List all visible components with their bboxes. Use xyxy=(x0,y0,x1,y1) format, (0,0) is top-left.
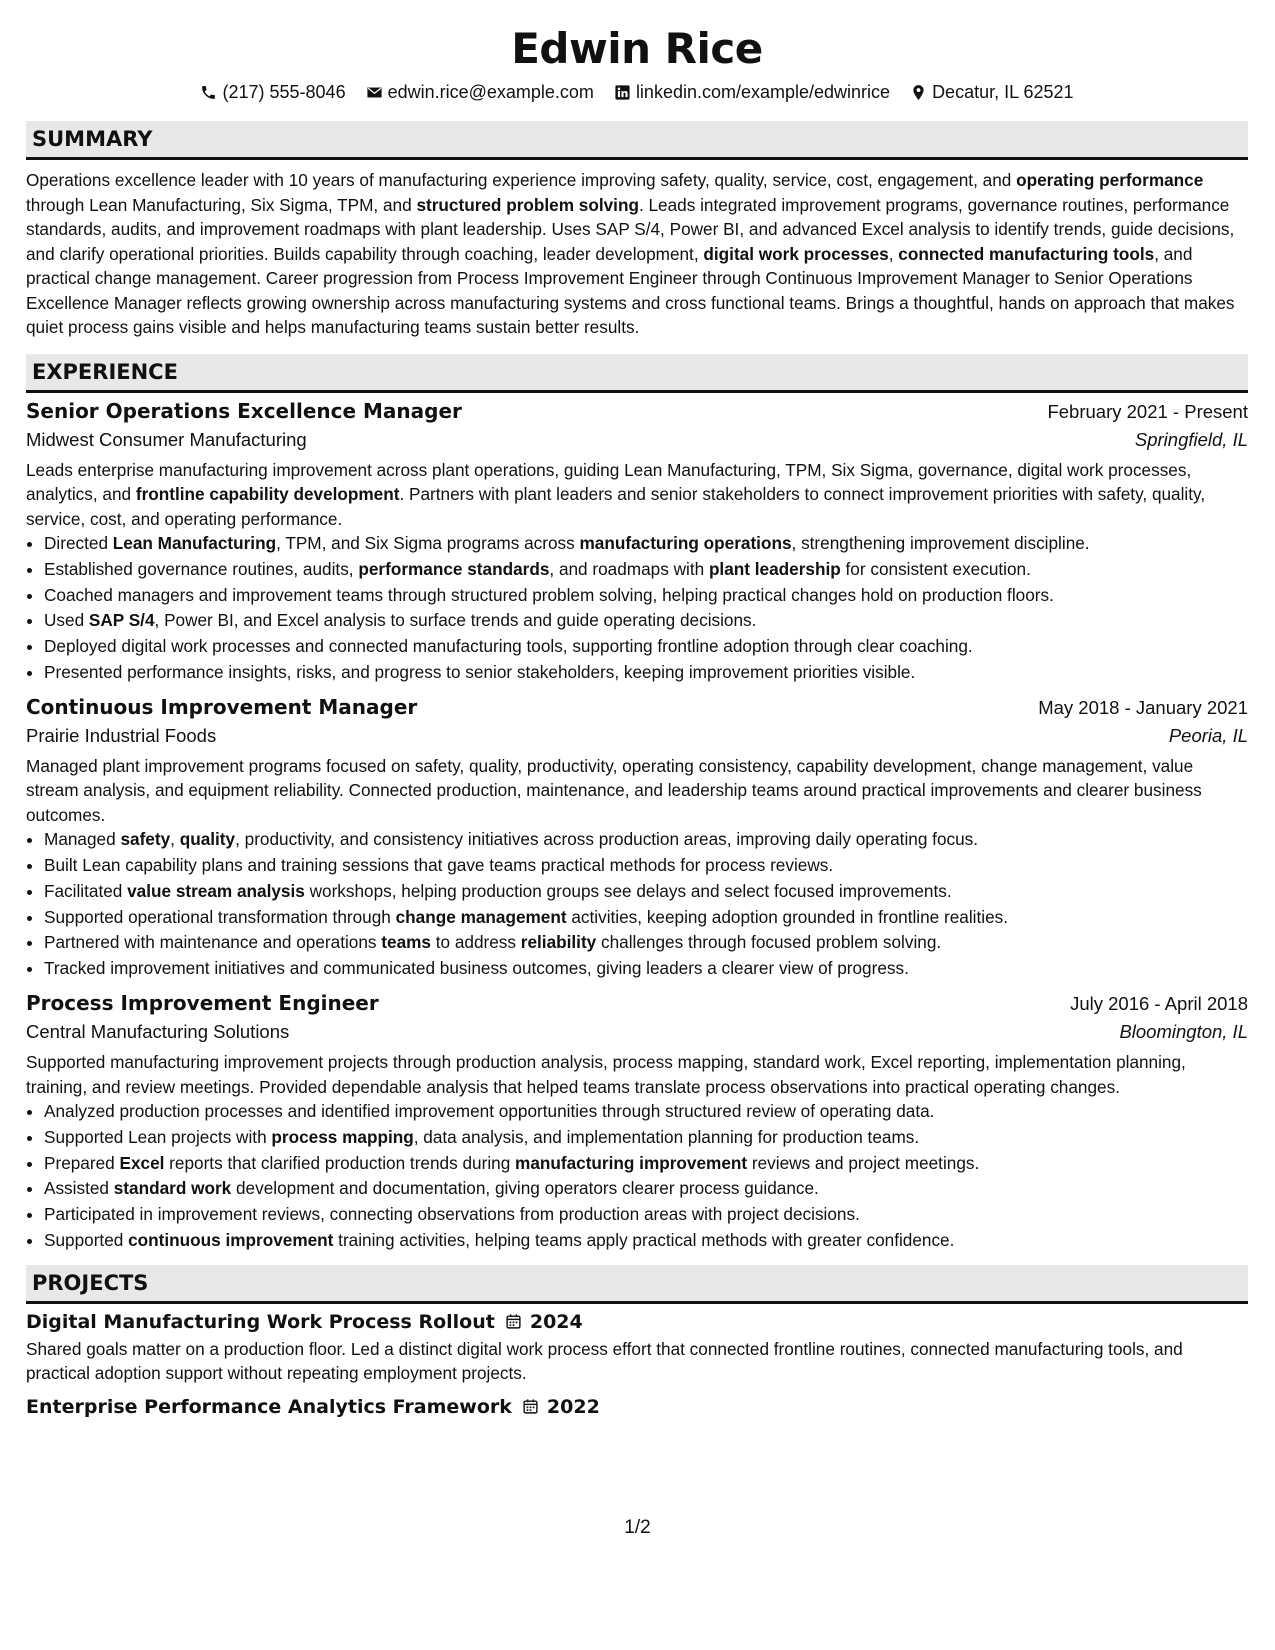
job-dates: July 2016 - April 2018 xyxy=(1070,993,1248,1015)
job-company: Prairie Industrial Foods xyxy=(26,724,217,746)
bullet-item: • Prepared Excel reports that clarified production trends during manufacturing improvement reviews and project meetings. xyxy=(44,1151,1248,1177)
linkedin-icon xyxy=(614,84,631,101)
job-title: Senior Operations Excellence Manager xyxy=(26,398,462,423)
job-bullets xyxy=(26,827,1248,982)
bullet-item: • Directed Lean Manufacturing, TPM, and Six Sigma programs across manufacturing operations, strengthening improvement discipline. xyxy=(44,531,1248,557)
calendar-icon xyxy=(522,1398,539,1415)
section-header-summary: SUMMARY xyxy=(26,121,1248,160)
phone-text: (217) 555-8046 xyxy=(222,81,346,102)
job-company: Central Manufacturing Solutions xyxy=(26,1021,290,1043)
bullet-item: • Used SAP S/4, Power BI, and Excel analysis to surface trends and guide operating decisions. xyxy=(44,608,1248,634)
page-number: 1/2 xyxy=(624,1517,651,1538)
bullet-item: • Facilitated value stream analysis workshops, helping production groups see delays and select focused improvements. xyxy=(44,879,1248,905)
contact-location xyxy=(910,82,1073,103)
job-bullets xyxy=(26,531,1248,686)
section-header-projects: PROJECTS xyxy=(26,1265,1248,1304)
job-location: Springfield, IL xyxy=(1134,428,1248,450)
bullet-item: • Supported operational transformation through change management activities, keeping adoption grounded in frontline realities. xyxy=(44,905,1248,931)
project-entry xyxy=(26,1311,1248,1386)
project-year-group xyxy=(522,1396,600,1418)
job-company: Midwest Consumer Manufacturing xyxy=(26,428,307,450)
bullet-item: • Coached managers and improvement teams through structured problem solving, helping practical changes hold on production floors. xyxy=(44,583,1248,609)
job-title: Continuous Improvement Manager xyxy=(26,694,418,719)
location-text: Decatur, IL 62521 xyxy=(932,81,1074,102)
job-entry xyxy=(26,695,1248,982)
job-dates: May 2018 - January 2021 xyxy=(1038,696,1248,718)
bullet-item: • Deployed digital work processes and connected manufacturing tools, supporting frontline adoption through clear coaching. xyxy=(44,634,1248,660)
project-description: Shared goals matter on a production floor. Led a distinct digital work process effort that connected frontline routines, connected manufacturing tools, and practical adoption support without repeating employment projects. xyxy=(26,1338,1183,1384)
job-entry xyxy=(26,399,1248,686)
bullet-item: • Tracked improvement initiatives and communicated business outcomes, giving leaders a clearer view of progress. xyxy=(44,956,1248,982)
job-dates: February 2021 - Present xyxy=(1047,400,1248,422)
envelope-icon xyxy=(366,84,383,101)
job-location: Bloomington, IL xyxy=(1119,1021,1248,1043)
bullet-item: • Established governance routines, audits, performance standards, and roadmaps with plant leadership for consistent execution. xyxy=(44,557,1248,583)
job-summary: Managed plant improvement programs focused on safety, quality, productivity, operating consistency, capability development, change management, value stream analysis, and equipment reliability. Connected production, maintenance, and leadership teams around practical improvements and clearer business outcomes. xyxy=(26,755,1202,825)
bullet-item: • Supported continuous improvement training activities, helping teams apply practical methods with greater confidence. xyxy=(44,1228,1248,1254)
contact-linkedin[interactable] xyxy=(614,82,890,103)
calendar-icon xyxy=(505,1313,522,1330)
job-title: Process Improvement Engineer xyxy=(26,991,379,1016)
project-entry xyxy=(26,1396,1248,1418)
email-text: edwin.rice@example.com xyxy=(387,81,594,102)
job-bullets xyxy=(26,1099,1248,1254)
project-title: Digital Manufacturing Work Process Rollout xyxy=(26,1310,495,1333)
phone-icon xyxy=(200,84,217,101)
candidate-name: Edwin Rice xyxy=(511,24,763,73)
project-year: 2024 xyxy=(529,1310,583,1333)
linkedin-text: linkedin.com/example/edwinrice xyxy=(635,81,891,102)
bullet-item: • Partnered with maintenance and operations teams to address reliability challenges through focused problem solving. xyxy=(44,930,1248,956)
map-pin-icon xyxy=(910,84,927,101)
job-location: Peoria, IL xyxy=(1168,724,1248,746)
contact-phone[interactable] xyxy=(200,82,345,103)
bullet-item: • Supported Lean projects with process mapping, data analysis, and implementation planning for production teams. xyxy=(44,1125,1248,1151)
project-year-group xyxy=(505,1311,583,1333)
contact-bar xyxy=(26,78,1248,106)
bullet-item: • Assisted standard work development and documentation, giving operators clearer process guidance. xyxy=(44,1176,1248,1202)
project-year: 2022 xyxy=(546,1395,600,1418)
job-summary: Supported manufacturing improvement projects through production analysis, process mapping, standard work, Excel reporting, implementation planning, training, and review meetings. Provided dependable analysis that helped teams translate process observations into practical operating changes. xyxy=(26,1052,1186,1097)
summary-text: Operations excellence leader with 10 years of manufacturing experience improving safety, quality, service, cost, engagement, and operating performance through Lean Manufacturing, Six Sigma, TPM, and structured problem solving. Leads integrated improvement programs, governance routines, performance standards, audits, and improvement roadmaps with plant leadership. Uses SAP S/4, Power BI, and advanced Excel analysis to identify trends, guide decisions, and clarify operational priorities. Builds capability through coaching, leader development, digital work processes, connected manufacturing tools, and practical change management. Career progression from Process Improvement Engineer through Continuous Improvement Manager to Senior Operations Excellence Manager reflects growing ownership across manufacturing systems and cross functional teams. Brings a thoughtful, hands on approach that makes quiet process gains visible and helps manufacturing teams sustain better results. xyxy=(26,170,1235,337)
bullet-item: • Built Lean capability plans and training sessions that gave teams practical methods for process reviews. xyxy=(44,853,1248,879)
job-entry xyxy=(26,991,1248,1254)
resume-page xyxy=(26,0,1248,1418)
bullet-item: • Presented performance insights, risks, and progress to senior stakeholders, keeping improvement priorities visible. xyxy=(44,660,1248,686)
job-summary: Leads enterprise manufacturing improvement across plant operations, guiding Lean Manufacturing, TPM, Six Sigma, governance, digital work processes, analytics, and frontline capability development. Partners with plant leaders and senior stakeholders to connect improvement priorities with safety, quality, service, cost, and operating performance. xyxy=(26,459,1206,529)
bullet-item: • Managed safety, quality, productivity, and consistency initiatives across production areas, improving daily operating focus. xyxy=(44,827,1248,853)
bullet-item: • Participated in improvement reviews, connecting observations from production areas with project decisions. xyxy=(44,1202,1248,1228)
project-title: Enterprise Performance Analytics Framework xyxy=(26,1395,512,1418)
section-header-experience: EXPERIENCE xyxy=(26,354,1248,393)
contact-email[interactable] xyxy=(366,82,594,103)
bullet-item: • Analyzed production processes and identified improvement opportunities through structured review of operating data. xyxy=(44,1099,1248,1125)
